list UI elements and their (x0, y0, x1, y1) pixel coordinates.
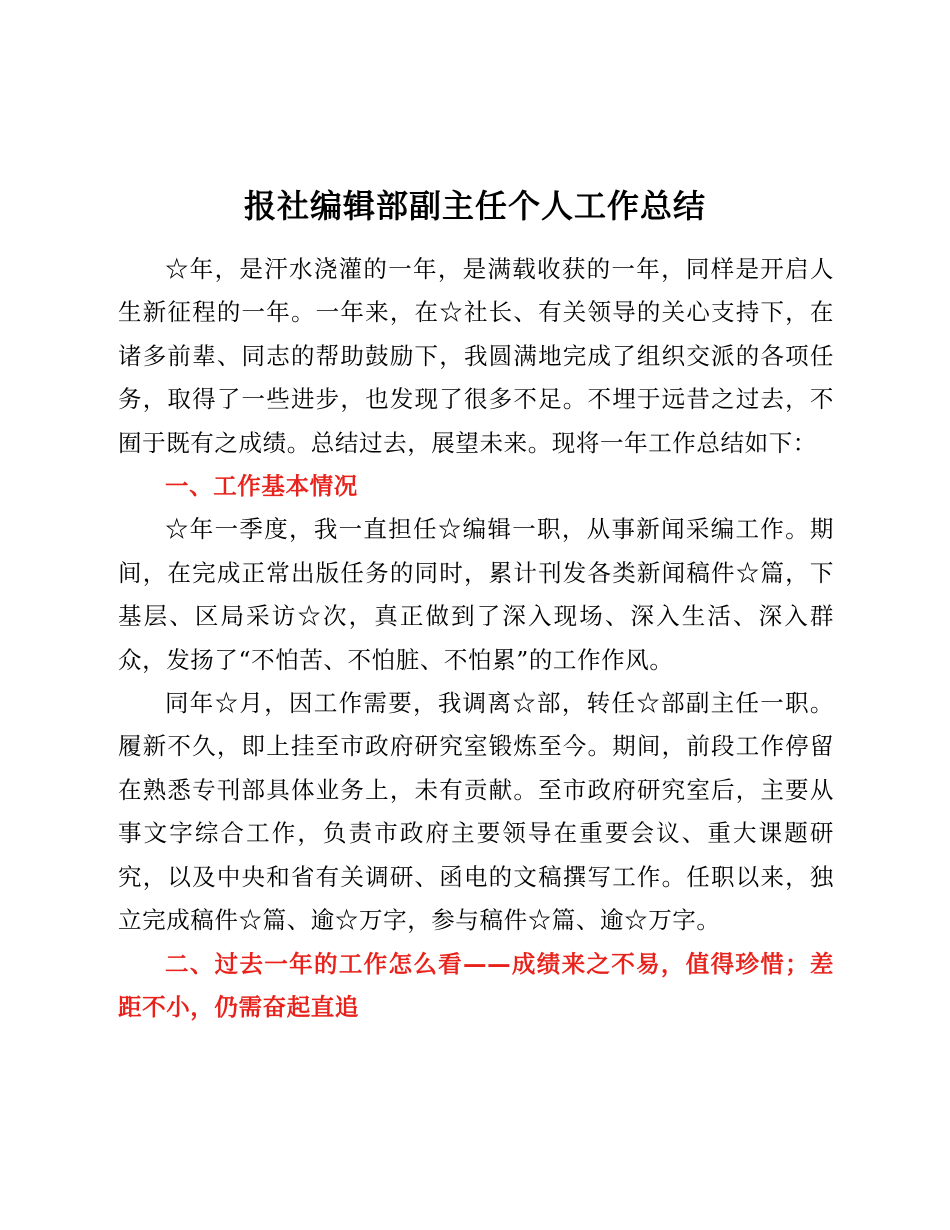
paragraph-first-quarter: ☆年一季度，我一直担任☆编辑一职，从事新闻采编工作。期间，在完成正常出版任务的同时，累计刊发各类新闻稿件☆篇，下基层、区局采访☆次，真正做到了深入现场、深入生活、深入群众，发扬了“不怕苦、不怕脏、不怕累”的工作作风。 (118, 515, 834, 674)
section-heading-basic-situation: 一、工作基本情况 (165, 472, 358, 501)
document-title: 报社编辑部副主任个人工作总结 (243, 187, 706, 225)
paragraph-transfer: 同年☆月，因工作需要，我调离☆部，转任☆部副主任一职。履新不久，即上挂至市政府研究室锻炼至今。期间，前段工作停留在熟悉专刊部具体业务上，未有贡献。至市政府研究室后，主要从事文字综合工作，负责市政府主要领导在重要会议、重大课题研究，以及中央和省有关调研、函电的文稿撰写工作。任职以来，独立完成稿件☆篇、逾☆万字，参与稿件☆篇、逾☆万字。 (118, 689, 834, 935)
document-body (118, 248, 834, 1029)
paragraph-intro: ☆年，是汗水浇灌的一年，是满载收获的一年，同样是开启人生新征程的一年。一年来，在☆社长、有关领导的关心支持下，在诸多前辈、同志的帮助鼓励下，我圆满地完成了组织交派的各项任务，取得了一些进步，也发现了很多不足。不埋于远昔之过去，不囿于既有之成绩。总结过去，展望未来。现将一年工作总结如下： (118, 255, 834, 457)
section-heading-review: 二、过去一年的工作怎么看——成绩来之不易，值得珍惜；差距不小，仍需奋起直追 (118, 949, 834, 1021)
